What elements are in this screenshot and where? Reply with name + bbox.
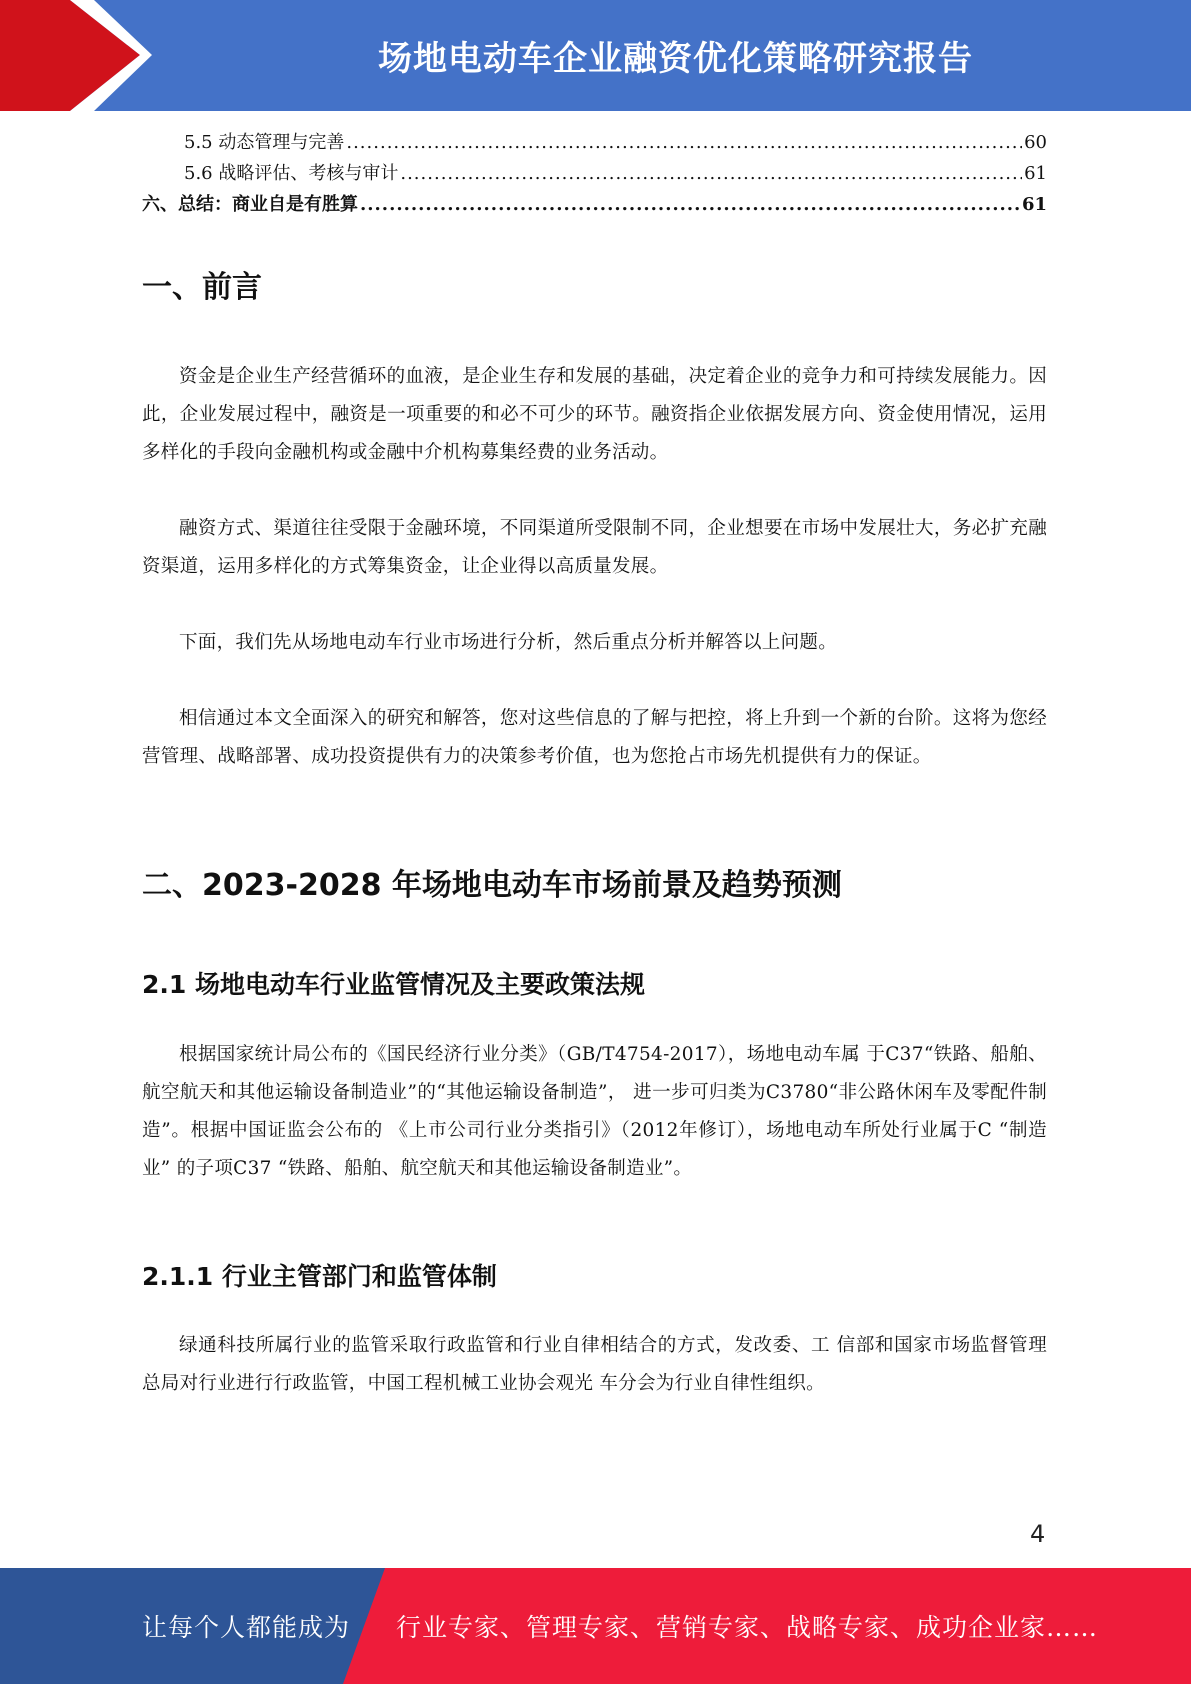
paragraph: 根据国家统计局公布的《国民经济行业分类》（GB/T4754-2017），场地电动车属 于C37“铁路、船舶、航空航天和其他运输设备制造业”的“其他运输设备制造”， 进一步可归类为C3780“非公路休闲车及零配件制造”。根据中国证监会公布的 《上市公司行业分类指引》（2012年修订），场地电动车所处行业属于C “制造业” 的子项C37 “铁路、船舶、航空航天和其他运输设备制造业”。 [142,1044,1047,1179]
subsection-heading-authorities: 2.1.1 行业主管部门和监管体制 [142,1262,497,1291]
toc-leader-dots [346,132,1022,153]
toc-entry-label: 六、总结：商业自是有胜算 [142,194,358,215]
toc-entry[interactable] [142,128,1047,159]
toc-leader-dots [400,163,1022,184]
paragraph: 绿通科技所属行业的监管采取行政监管和行业自律相结合的方式，发改委、工 信部和国家市场监督管理总局对行业进行行政监管，中国工程机械工业协会观光 车分会为行业自律性组织。 [142,1335,1047,1394]
footer-banner [0,1568,1191,1684]
paragraph: 融资方式、渠道往往受限于金融环境，不同渠道所受限制不同，企业想要在市场中发展壮大，务必扩充融资渠道，运用多样化的方式筹集资金，让企业得以高质量发展。 [142,518,1047,577]
paragraph: 下面，我们先从场地电动车行业市场进行分析，然后重点分析并解答以上问题。 [179,632,838,653]
header-title: 场地电动车企业融资优化策略研究报告 [378,39,973,79]
toc-entry[interactable] [142,190,1047,221]
toc-entry-label: 5.6 战略评估、考核与审计 [184,163,399,184]
subsection-heading-regulation: 2.1 场地电动车行业监管情况及主要政策法规 [142,970,645,999]
table-of-contents [142,128,1047,221]
footer-slogan-right: 行业专家、管理专家、营销专家、战略专家、成功企业家…… [396,1613,1099,1642]
section-heading-market-outlook: 二、2023-2028 年场地电动车市场前景及趋势预测 [142,868,842,903]
toc-entry-page: 61 [1024,163,1047,184]
section-heading-preface: 一、前言 [142,270,262,305]
header-banner [0,0,1191,111]
footer-slogan-left: 让每个人都能成为 [142,1613,351,1642]
toc-entry[interactable] [142,159,1047,190]
paragraph: 资金是企业生产经营循环的血液，是企业生存和发展的基础，决定着企业的竞争力和可持续发展能力。因此，企业发展过程中，融资是一项重要的和必不可少的环节。融资指企业依据发展方向、资金使用情况，运用多样化的手段向金融机构或金融中介机构募集经费的业务活动。 [142,366,1047,463]
paragraph: 相信通过本文全面深入的研究和解答，您对这些信息的了解与把控，将上升到一个新的台阶。这将为您经营管理、战略部署、成功投资提供有力的决策参考价值，也为您抢占市场先机提供有力的保证。 [142,708,1047,767]
toc-leader-dots [360,194,1020,215]
toc-entry-page: 60 [1024,132,1047,153]
page-number: 4 [1030,1520,1046,1548]
toc-entry-label: 5.5 动态管理与完善 [184,132,345,153]
toc-entry-page: 61 [1021,194,1047,215]
